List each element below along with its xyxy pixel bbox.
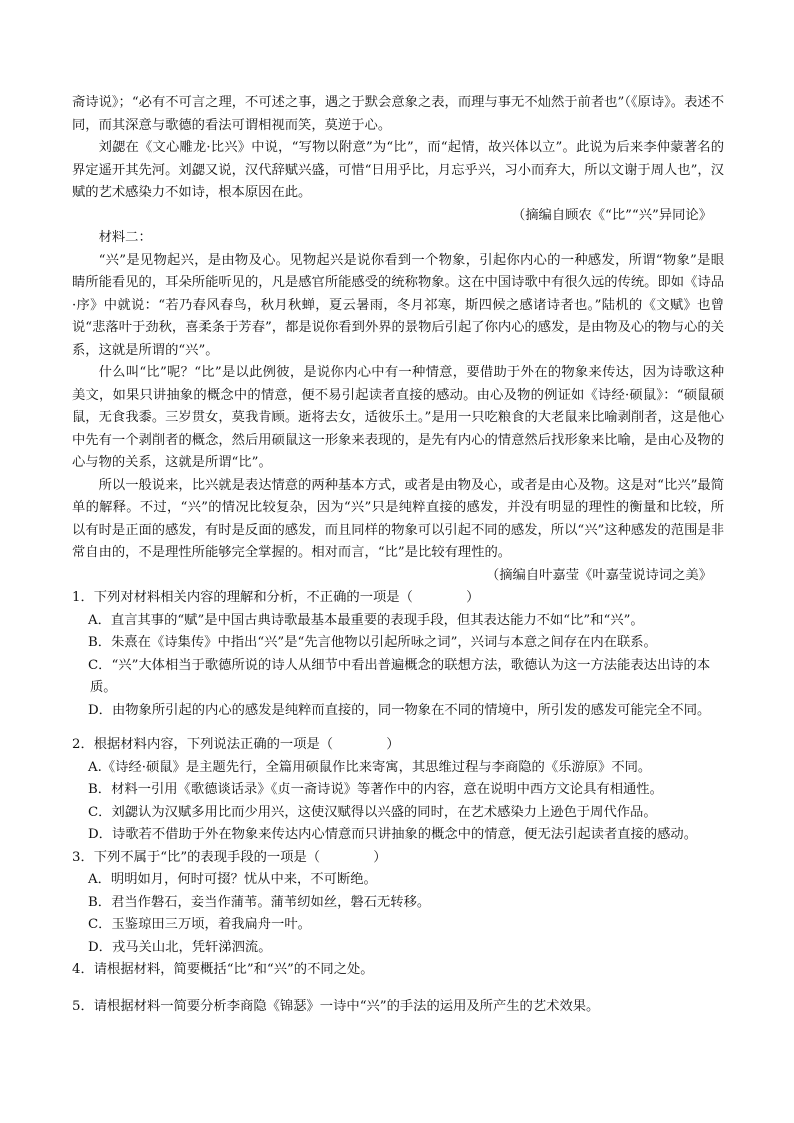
option-d: D．诗歌若不借助于外在物象来传达内心情意而只讲抽象的概念中的情意，便无法引起读者直接的感动。 (88, 827, 698, 842)
material1-liuxie-paragraph: 刘勰在《文心雕龙·比兴》中说，“写物以附意”为“比”，而“起情，故兴体以立”。此说为后来李仲蒙著名的界定遥开其先河。刘勰又说，汉代辞赋兴盛，可惜“日用乎比，月忘乎兴，习小而弃大，所以文谢于周人也”，汉赋的艺术感染力不如诗，根本原因在此。 (72, 140, 724, 200)
material2-paragraph-2: 什么叫“比”呢？“比”是以此例彼，是说你内心中有一种情意，要借助于外在的物象来传达，因为诗歌这种美文，如果只讲抽象的概念中的情意，便不易引起读者直接的感动。由心及物的例证如《诗经·硕鼠》：“硕鼠硕鼠，无食我黍。三岁贯女，莫我肯顾。逝将去女，适彼乐土。”是用一只吃粮食的大老鼠来比喻剥削者，这是他心中先有一个剥削者的概念，然后用硕鼠这一形象来表现的，是先有内心的情意然后找形象来比喻，是由心及物的心与物的关系，这就是所谓“比”。 (72, 365, 724, 470)
option-b: B．君当作磐石，妾当作蒲苇。蒲苇纫如丝，磐石无转移。 (88, 894, 431, 910)
document-page (72, 92, 724, 1018)
question-stem: 3．下列不属于“比”的表现手段的一项是（ ） (72, 849, 387, 865)
question-stem: 1．下列对材料相关内容的理解和分析，不正确的一项是（ ） (72, 590, 480, 605)
option-a: A．明明如月，何时可掇？忧从中来，不可断绝。 (88, 872, 377, 887)
question-1 (72, 587, 724, 722)
option-a: A.《诗经·硕鼠》是主题先行，全篇用硕鼠作比来寄寓，其思维过程与李商隐的《乐游原》不同。 (88, 759, 652, 775)
question-3 (72, 847, 724, 960)
material2-paragraph-3: 所以一般说来，比兴就是表达情意的两种基本方式，或者是由物及心，或者是由心及物。这是对“比兴”最简单的解释。不过，“兴”的情况比较复杂，因为“兴”只是纯粹直接的感发，并没有明显的理性的衡量和比较，所以有时是正面的感发，有时是反面的感发，而且同样的物象可以引起不同的感发，所以“兴”这种感发的范围是非常自由的，不是理性所能够完全掌握的。相对而言，“比”是比较有理性的。 (72, 477, 724, 560)
option-a: A．直言其事的“赋”是中国古典诗歌最基本最重要的表现手段，但其表达能力不如“比”和“兴”。 (88, 612, 644, 628)
spacer (72, 982, 724, 996)
spacer (72, 722, 724, 734)
option-c: C．刘勰认为汉赋多用比而少用兴，这使汉赋得以兴盛的同时，在艺术感染力上逊色于周代作品。 (88, 804, 657, 820)
option-c: C．玉鉴琼田三万顷，着我扁舟一叶。 (88, 917, 311, 932)
option-b: B．材料一引用《歌德谈话录》《贞一斋诗说》等著作中的内容，意在说明中西方文论具有相通性。 (88, 782, 663, 797)
material1-source: （摘编自顾农《“比”“兴”异同论》 (511, 207, 712, 223)
question-2 (72, 734, 724, 847)
option-d: D．由物象所引起的内心的感发是纯粹而直接的，同一物象在不同的情境中，所引发的感发可能完全不同。 (88, 702, 711, 718)
option-d: D．戎马关山北，凭轩涕泗流。 (88, 939, 272, 955)
question-4-stem: 4．请根据材料，简要概括“比”和“兴”的不同之处。 (72, 962, 374, 977)
material2-heading: 材料二： (98, 230, 152, 245)
option-c: C．“兴”大体相当于歌德所说的诗人从细节中看出普遍概念的联想方法，歌德认为这一方法能表达出诗的本质。 (88, 657, 711, 695)
material2-paragraph-1: “兴”是见物起兴，是由物及心。见物起兴是说你看到一个物象，引起你内心的一种感发，所谓“物象”是眼睛所能看见的，耳朵所能听见的，凡是感官所能感受的统称物象。这在中国诗歌中有很久远的传统。即如《诗品·序》中就说：“若乃春风春鸟，秋月秋蝉，夏云暑雨，冬月祁寒，斯四候之感诸诗者也。”陆机的《文赋》也曾说“悲落叶于劲秋，喜柔条于芳春”，都是说你看到外界的景物后引起了你内心的感发，是由物及心的物与心的关系，这就是所谓的“兴”。 (72, 252, 724, 358)
option-b: B．朱熹在《诗集传》中指出“兴”是“先言他物以引起所咏之词”，兴词与本意之间存在内在联系。 (88, 635, 657, 650)
question-stem: 2．根据材料内容，下列说法正确的一项是（ ） (72, 737, 400, 752)
material1-continued-paragraph: 斋诗说》；“必有不可言之理，不可述之事，遇之于默会意象之表，而理与事无不灿然于前者也”（《原诗》。表述不同，而其深意与歌德的看法可谓相视而笑，莫逆于心。 (72, 95, 724, 133)
material2-source: （摘编自叶嘉莹《叶嘉莹说诗词之美》 (485, 567, 712, 583)
question-5-stem: 5．请根据材料一简要分析李商隐《锦瑟》一诗中“兴”的手法的运用及所产生的艺术效果。 (72, 998, 600, 1014)
